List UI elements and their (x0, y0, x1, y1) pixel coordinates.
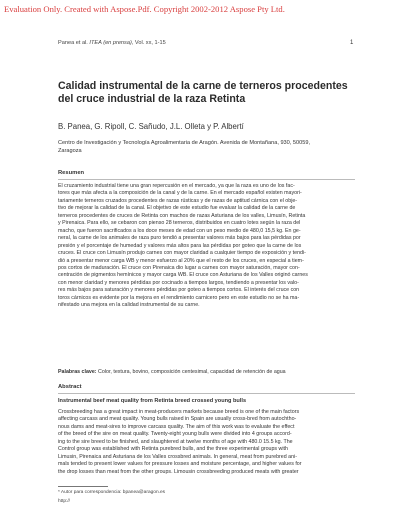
resumen-line: tores que más afecta a la composición de la canal y de la carne. En el mercado español existen mayori- (58, 190, 302, 197)
resumen-line: macho, que fueron sacrificados a los doce meses de edad con un peso medio de 480,0 15,5 kg. En ge- (58, 227, 301, 234)
resumen-line: cruces. El cruce con Limusín produjo carnes con mayor claridad a cualquier tiempo de exposición y tendi- (58, 250, 306, 257)
abstract-line: affecting carcass and meat quality. Young bulls raised in Spain are usually cross-bred from autochtho- (58, 416, 297, 423)
resumen-line: tivo de mejorar la calidad de la canal. El objetivo de este estudio fue evaluar la calidad de la carne de (58, 205, 296, 212)
title-line: Calidad instrumental de la carne de terneros procedentes (58, 80, 348, 92)
page-number: 1 (350, 40, 354, 46)
abstract-line: Control group was established with Retinta purebred bulls, and the three experimental groups with (58, 446, 288, 453)
running-head-authors: Panea et al. (58, 40, 90, 46)
affiliation-line: Centro de Investigación y Tecnología Agroalimentaria de Aragón. Avenida de Montañana, 930, 50059, (58, 140, 311, 146)
author-list: B. Panea, G. Ripoll, C. Sañudo, J.L. Olleta y P. Albertí (58, 122, 244, 131)
keywords-label: Palabras clave: (58, 369, 97, 375)
resumen-line: nifestado una mejora en la calidad instrumental de su carne. (58, 302, 200, 309)
abstract-body (58, 409, 355, 476)
affiliation-line: Zaragoza (58, 148, 82, 154)
resumen-line: pos cortos de maduración. El cruce con Pirenaica dio lugar a carnes con mayor saturación, mayor con- (58, 264, 300, 271)
resumen-heading: Resumen (58, 170, 85, 176)
abstract-line: Crossbreeding has a great impact in meat-producers markets because breed is one of the main factors (58, 409, 300, 415)
abstract-title: Instrumental beef meat quality from Retinta breed crossed young bulls (58, 398, 247, 404)
resumen-line: tariamente terneros cruzados procedentes de razas rústicas y de razas de aptitud cárnica con el obje- (58, 197, 298, 204)
resumen-body (58, 183, 355, 310)
abstract-line: mals tended to present lower values for pressure losses and moisture percentage, and higher values for (58, 461, 302, 468)
resumen-rule (58, 179, 355, 180)
keywords (58, 369, 355, 375)
keywords-text: Color, textura, bovino, composición centesimal, capacidad de retención de agua (96, 369, 286, 375)
paper-title (58, 80, 348, 106)
abstract-line: of the breed of the sire on meat quality. Twenty-eight young bulls were divided into 4 groups accord- (58, 431, 292, 438)
resumen-line: terneros procedentes de cruces de Retinta con machos de razas Asturiana de los valles, Limusín, Retinta (58, 212, 306, 219)
resumen-line: centración de pigmentos hemínicos y mayor carga WB. El cruce con Asturiana de los Valles originó carnes (58, 272, 308, 279)
footnote-rule (58, 486, 108, 487)
abstract-line: Limusin, Pirenaica and Asturiana de los Valles crossbred animals. In general, meat from purebred ani- (58, 453, 297, 460)
resumen-line: dió a presentar menor carga WB y menor esfuerzo al 20% que el resto de los cruces, en especial a tiem- (58, 257, 304, 264)
running-head-volume: , Vol. xx, 1-15 (131, 40, 166, 46)
running-head-journal: ITEA (en prensa) (89, 40, 132, 46)
footnote-url: http:// (58, 499, 70, 504)
affiliation (58, 139, 358, 155)
abstract-rule (58, 393, 355, 394)
resumen-line: neral, la carne de los animales de raza puro tendió a presentar valores más bajos para las pérdidas por (58, 235, 301, 242)
resumen-line: toros cárnicos es evidente por la mejora en el rendimiento carnicero pero en este estudio no se ha ma- (58, 294, 300, 301)
resumen-line: presión y el porcentaje de humedad y valores más altos para las pérdidas por goteo que la carne de los (58, 242, 302, 249)
resumen-line: El cruzamiento industrial tiene una gran repercusión en el mercado, ya que la raza es uno de los fac- (58, 183, 295, 189)
evaluation-watermark: Evaluation Only. Created with Aspose.Pdf. Copyright 2002-2012 Aspose Pty Ltd. (4, 4, 285, 14)
abstract-line: ing to the sire breed to be finished, and slaughtered at twelve months of age with 480.0 15.5 kg. The (58, 438, 293, 445)
resumen-line: con menor claridad y menores pérdidas por cocinado a tiempos largos, tendiendo a presentar los valo- (58, 279, 299, 286)
abstract-line: the drop losses than meat from the other groups. Limousin crossbreeding produced meats with greater (58, 468, 299, 475)
title-line: del cruce industrial de la raza Retinta (58, 93, 246, 105)
abstract-heading: Abstract (58, 384, 82, 390)
correspondence-footnote: * Autor para correspondencia: bpanea@aragon.es (58, 490, 166, 495)
resumen-line: y Pirenaica. Para ello, se cebaron con pienso 28 terneros, distribuidos en cuatro lotes según la raza del (58, 220, 301, 227)
resumen-line: res más bajos para saturación y menores pérdidas por goteo a tiempos cortos. El interés del cruce con (58, 287, 300, 294)
abstract-line: nous dams and meat-sires to improve carcass quality. The aim of this work was to evaluate the effect (58, 423, 295, 430)
running-head (58, 40, 358, 46)
